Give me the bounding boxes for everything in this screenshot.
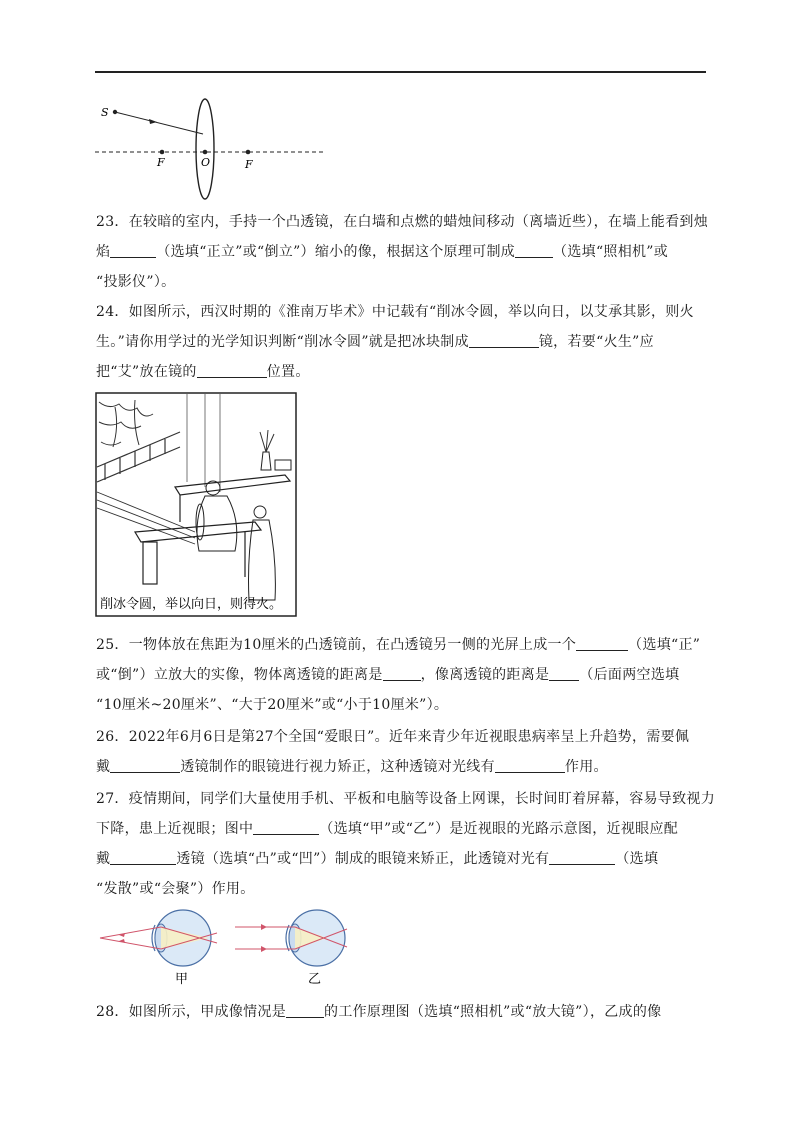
answer-blank[interactable]: [495, 756, 565, 773]
q27-line-4: “发散”或“会聚”）作用。: [96, 881, 255, 897]
q23-line-1: 23．在较暗的室内，手持一个凸透镜，在白墙和点燃的蜡烛间移动（离墙近些），在墙上能看到烛: [96, 214, 709, 230]
convex-lens-diagram: [95, 92, 330, 202]
question-24: [96, 297, 708, 387]
focus-right-label: F: [245, 158, 253, 171]
eye-diagram-b: [235, 910, 347, 966]
question-28: [96, 997, 708, 1027]
answer-blank[interactable]: [110, 848, 176, 865]
q24-line-1: 24．如图所示，西汉时期的《淮南万毕术》中记载有“削冰令圆，举以向日，以艾承其影，则火: [96, 304, 694, 320]
question-25: [96, 630, 708, 720]
q27-line-2: 下降，患上近视眼；图中 （选填“甲”或“乙”）是近视眼的光路示意图，近视眼应配: [96, 814, 708, 844]
q25-line-1: 25．一物体放在焦距为10厘米的凸透镜前，在凸透镜另一侧的光屏上成一个 （选填“正”: [96, 630, 708, 660]
answer-blank[interactable]: [549, 848, 615, 865]
eye-label-yi: 乙: [308, 972, 322, 987]
top-rule: [95, 71, 706, 73]
point-s-label: S: [101, 106, 109, 119]
answer-blank[interactable]: [576, 634, 628, 651]
focus-left-label: F: [157, 156, 165, 169]
q23-line-3: “投影仪”）。: [96, 274, 176, 290]
answer-blank[interactable]: [286, 1001, 324, 1018]
eye-label-jia: 甲: [175, 972, 189, 987]
eye-diagrams: [95, 905, 365, 990]
q23-line-2: 焰 （选填“正立”或“倒立”）缩小的像，根据这个原理可制成 （选填“照相机”或: [96, 237, 708, 267]
q26-line-2: 戴 透镜制作的眼镜进行视力矫正，这种透镜对光线有 作用。: [96, 752, 708, 782]
q25-line-2: 或“倒”）立放大的实像，物体离透镜的距离是 ，像离透镜的距离是 （后面两空选填: [96, 660, 708, 690]
q24-line-3: 把“艾”放在镜的 位置。: [96, 357, 708, 387]
q28-line-1: 28．如图所示，甲成像情况是 的工作原理图（选填“照相机”或“放大镜”），乙成的像: [96, 997, 708, 1027]
answer-blank[interactable]: [197, 361, 267, 378]
question-27: [96, 784, 716, 904]
q27-line-1: 27．疫情期间，同学们大量使用手机、平板和电脑等设备上网课，长时间盯着屏幕，容易导致视力: [96, 791, 716, 807]
q26-line-1: 26．2022年6月6日是第27个全国“爱眼日”。近年来青少年近视眼患病率呈上升趋势，需要佩: [96, 729, 690, 745]
answer-blank[interactable]: [110, 241, 156, 258]
ice-lens-illustration: [95, 392, 297, 617]
answer-blank[interactable]: [383, 664, 421, 681]
eye-diagram-a: [100, 910, 217, 966]
answer-blank[interactable]: [469, 331, 539, 348]
q24-line-2: 生。”请你用学过的光学知识判断“削冰令圆”就是把冰块制成 镜，若要“火生”应: [96, 327, 708, 357]
answer-blank[interactable]: [110, 756, 180, 773]
question-26: [96, 722, 708, 782]
answer-blank[interactable]: [549, 664, 579, 681]
illustration-caption: 削冰令圆，举以向日，则得火。: [100, 597, 283, 612]
answer-blank[interactable]: [515, 241, 553, 258]
question-23: [96, 207, 708, 297]
answer-blank[interactable]: [253, 818, 319, 835]
center-o-label: O: [201, 156, 211, 169]
q25-line-3: “10厘米~20厘米”、“大于20厘米”或“小于10厘米”）。: [96, 697, 449, 713]
q27-line-3: 戴 透镜（选填“凸”或“凹”）制成的眼镜来矫正，此透镜对光有 （选填: [96, 844, 708, 874]
